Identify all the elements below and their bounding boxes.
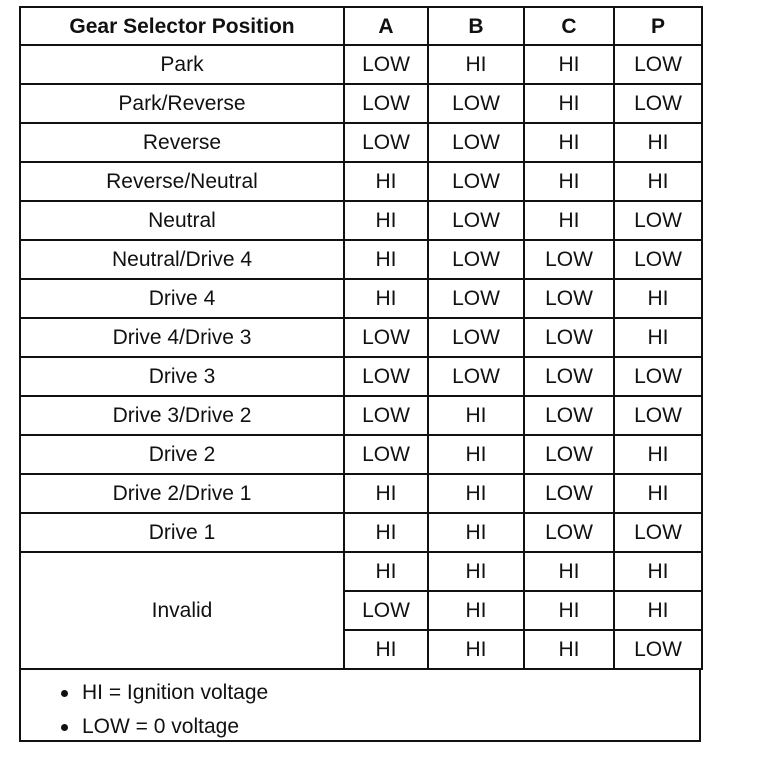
gear-position-cell: Reverse/Neutral — [20, 162, 344, 201]
signal-c-cell: HI — [524, 630, 614, 669]
signal-a-cell: HI — [344, 162, 428, 201]
table-row — [20, 357, 702, 396]
signal-b-cell: HI — [428, 435, 524, 474]
signal-p-cell: HI — [614, 435, 702, 474]
table-row — [20, 474, 702, 513]
table-row — [20, 435, 702, 474]
signal-a-cell: HI — [344, 279, 428, 318]
signal-b-cell: LOW — [428, 201, 524, 240]
gear-position-cell: Drive 4/Drive 3 — [20, 318, 344, 357]
table-row — [20, 45, 702, 84]
table-body — [20, 45, 702, 669]
signal-p-cell: LOW — [614, 396, 702, 435]
signal-c-cell: HI — [524, 162, 614, 201]
signal-c-cell: HI — [524, 591, 614, 630]
gear-position-cell: Neutral/Drive 4 — [20, 240, 344, 279]
signal-b-cell: HI — [428, 396, 524, 435]
signal-a-cell: HI — [344, 201, 428, 240]
header-c: C — [524, 7, 614, 45]
signal-c-cell: LOW — [524, 396, 614, 435]
signal-c-cell: LOW — [524, 240, 614, 279]
signal-b-cell: LOW — [428, 279, 524, 318]
gear-position-invalid-cell: Invalid — [20, 552, 344, 669]
signal-a-cell: LOW — [344, 435, 428, 474]
signal-p-cell: HI — [614, 123, 702, 162]
signal-c-cell: HI — [524, 45, 614, 84]
table-row — [20, 123, 702, 162]
note-low — [61, 710, 699, 744]
note-low-text: LOW = 0 voltage — [82, 715, 239, 738]
signal-b-cell: LOW — [428, 84, 524, 123]
signal-p-cell: LOW — [614, 513, 702, 552]
header-p: P — [614, 7, 702, 45]
signal-c-cell: LOW — [524, 318, 614, 357]
signal-p-cell: HI — [614, 162, 702, 201]
signal-p-cell: LOW — [614, 201, 702, 240]
signal-b-cell: LOW — [428, 162, 524, 201]
note-hi — [61, 676, 699, 710]
signal-p-cell: HI — [614, 279, 702, 318]
signal-b-cell: HI — [428, 45, 524, 84]
signal-p-cell: LOW — [614, 357, 702, 396]
gear-position-cell: Drive 2/Drive 1 — [20, 474, 344, 513]
gear-position-cell: Reverse — [20, 123, 344, 162]
signal-p-cell: LOW — [614, 630, 702, 669]
signal-b-cell: HI — [428, 591, 524, 630]
signal-a-cell: LOW — [344, 45, 428, 84]
note-hi-text: HI = Ignition voltage — [82, 681, 269, 704]
bullet-icon — [61, 724, 68, 731]
table-row — [20, 240, 702, 279]
signal-c-cell: LOW — [524, 513, 614, 552]
gear-position-cell: Park/Reverse — [20, 84, 344, 123]
table-row — [20, 279, 702, 318]
legend-notes — [19, 670, 701, 742]
signal-a-cell: HI — [344, 552, 428, 591]
signal-p-cell: LOW — [614, 45, 702, 84]
signal-p-cell: HI — [614, 474, 702, 513]
signal-a-cell: LOW — [344, 84, 428, 123]
gear-position-cell: Drive 3 — [20, 357, 344, 396]
header-a: A — [344, 7, 428, 45]
header-b: B — [428, 7, 524, 45]
signal-a-cell: LOW — [344, 123, 428, 162]
table-row-invalid — [20, 552, 702, 591]
signal-b-cell: HI — [428, 474, 524, 513]
table-row — [20, 201, 702, 240]
signal-b-cell: LOW — [428, 240, 524, 279]
signal-p-cell: HI — [614, 552, 702, 591]
table-row — [20, 396, 702, 435]
signal-c-cell: LOW — [524, 279, 614, 318]
signal-a-cell: HI — [344, 240, 428, 279]
signal-b-cell: HI — [428, 630, 524, 669]
table-row — [20, 318, 702, 357]
signal-p-cell: LOW — [614, 240, 702, 279]
table-row — [20, 162, 702, 201]
signal-c-cell: HI — [524, 84, 614, 123]
signal-b-cell: LOW — [428, 357, 524, 396]
signal-c-cell: LOW — [524, 435, 614, 474]
signal-c-cell: LOW — [524, 474, 614, 513]
header-row — [20, 7, 702, 45]
gear-position-cell: Neutral — [20, 201, 344, 240]
signal-a-cell: HI — [344, 630, 428, 669]
gear-position-cell: Drive 2 — [20, 435, 344, 474]
gear-position-cell: Park — [20, 45, 344, 84]
signal-b-cell: HI — [428, 552, 524, 591]
table-row — [20, 84, 702, 123]
signal-c-cell: LOW — [524, 357, 614, 396]
signal-a-cell: LOW — [344, 591, 428, 630]
table-row — [20, 513, 702, 552]
signal-p-cell: LOW — [614, 84, 702, 123]
signal-a-cell: LOW — [344, 318, 428, 357]
gear-selector-table-container — [19, 6, 701, 742]
signal-p-cell: HI — [614, 318, 702, 357]
signal-b-cell: HI — [428, 513, 524, 552]
signal-a-cell: HI — [344, 513, 428, 552]
header-gear-selector-position: Gear Selector Position — [20, 7, 344, 45]
signal-c-cell: HI — [524, 552, 614, 591]
signal-a-cell: HI — [344, 474, 428, 513]
bullet-icon — [61, 690, 68, 697]
gear-position-cell: Drive 3/Drive 2 — [20, 396, 344, 435]
gear-position-cell: Drive 4 — [20, 279, 344, 318]
gear-position-cell: Drive 1 — [20, 513, 344, 552]
signal-c-cell: HI — [524, 123, 614, 162]
signal-a-cell: LOW — [344, 357, 428, 396]
signal-a-cell: LOW — [344, 396, 428, 435]
gear-selector-table — [19, 6, 703, 670]
signal-b-cell: LOW — [428, 123, 524, 162]
signal-p-cell: HI — [614, 591, 702, 630]
signal-c-cell: HI — [524, 201, 614, 240]
signal-b-cell: LOW — [428, 318, 524, 357]
